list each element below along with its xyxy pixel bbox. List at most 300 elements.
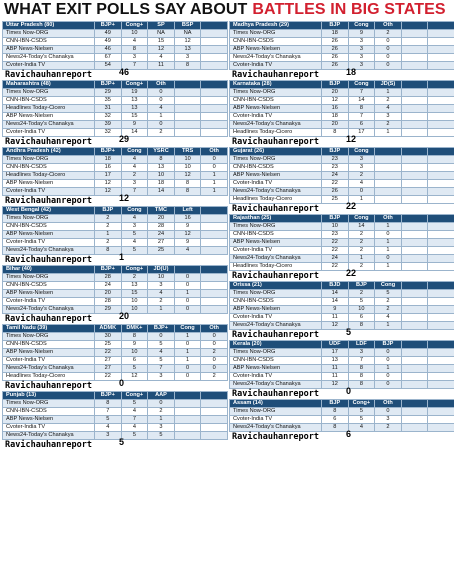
seat-value: 23: [322, 156, 349, 164]
seat-value: 15: [121, 113, 148, 121]
seat-value: [401, 156, 428, 164]
pollster-name: ABP News-Nielsen: [3, 416, 95, 424]
pollster-name: Times Now-ORG: [230, 408, 322, 416]
seat-value: 3: [121, 54, 148, 62]
right-column: [229, 21, 454, 442]
seat-value: 17: [322, 349, 349, 357]
pollster-name: CNN-IBN-CSDS: [230, 97, 322, 105]
state-name: West Bengal (42): [3, 207, 95, 215]
watermark: Ravichauhanreport: [232, 271, 319, 281]
seat-value: 24: [95, 282, 122, 290]
seat-value: 4: [148, 290, 175, 298]
seat-value: 3: [348, 54, 375, 62]
column-header: [401, 81, 428, 89]
seat-value: [375, 172, 402, 180]
table-row: [230, 349, 454, 357]
seat-value: 24: [322, 172, 349, 180]
seat-value: [428, 89, 454, 97]
seat-value: 0: [148, 121, 175, 129]
seat-value: [428, 121, 454, 129]
seat-value: 4: [95, 424, 122, 432]
watermark-note: [2, 437, 227, 450]
seat-value: 20: [95, 290, 122, 298]
seat-value: 1: [348, 255, 375, 263]
table-header-row: [3, 22, 228, 30]
seat-value: 8: [348, 105, 375, 113]
seat-value: 16: [174, 215, 201, 223]
seat-value: NA: [174, 30, 201, 38]
pollster-name: News24-Today's Chanakya: [3, 247, 95, 255]
seat-value: 8: [95, 400, 122, 408]
column-header: Oth: [201, 325, 228, 333]
seat-value: [201, 62, 228, 70]
seat-value: 22: [322, 239, 349, 247]
left-column: [2, 21, 227, 450]
table-row: [230, 164, 454, 172]
seat-value: 12: [322, 381, 349, 389]
table-row: [3, 357, 228, 365]
pollster-name: ABP News-Nielsen: [230, 306, 322, 314]
column-header: [428, 22, 454, 30]
seat-value: [201, 231, 228, 239]
pollster-name: Cvoter-India TV: [3, 298, 95, 306]
state-name: Rajasthan (25): [230, 215, 322, 223]
seat-value: 16: [95, 164, 122, 172]
seat-value: 4: [375, 314, 402, 322]
table-row: [3, 46, 228, 54]
seat-value: [428, 97, 454, 105]
poll-table-punjab: [2, 391, 227, 450]
column-header: Oth: [201, 148, 228, 156]
pollster-name: CNN-IBN-CSDS: [3, 282, 95, 290]
seat-value: NA: [148, 30, 175, 38]
seat-value: [428, 164, 454, 172]
table-header-row: [3, 207, 228, 215]
seat-value: 35: [95, 97, 122, 105]
seat-value: 2: [348, 172, 375, 180]
seat-value: 5: [375, 290, 402, 298]
seat-value: [401, 38, 428, 46]
seat-value: 8: [174, 180, 201, 188]
seat-value: 11: [322, 365, 349, 373]
seat-value: [201, 290, 228, 298]
pollster-name: Cvoter-India TV: [230, 314, 322, 322]
seat-value: 17: [348, 129, 375, 137]
seat-value: 1: [375, 129, 402, 137]
seat-value: 49: [95, 30, 122, 38]
seat-value: [201, 239, 228, 247]
seat-value: [201, 121, 228, 129]
seat-value: [428, 196, 454, 204]
poll-table-andhra-pradesh: [2, 147, 227, 206]
pollster-name: ABP News-Nielsen: [230, 239, 322, 247]
pollster-name: ABP News-Nielsen: [3, 290, 95, 298]
table-row: [230, 239, 454, 247]
seat-value: 23: [322, 231, 349, 239]
seat-value: [428, 54, 454, 62]
table-row: [3, 349, 228, 357]
table-row: [3, 113, 228, 121]
column-header: Cong: [121, 148, 148, 156]
column-header: [375, 148, 402, 156]
state-name: Uttar Pradesh (80): [3, 22, 95, 30]
seat-value: 26: [322, 46, 349, 54]
seat-value: 7: [121, 62, 148, 70]
pollster-name: News24-Today's Chanakya: [230, 188, 322, 196]
handwritten-number: 18: [346, 67, 357, 77]
seat-value: [428, 46, 454, 54]
poll-table-kerala: [229, 340, 454, 399]
seat-value: 4: [121, 215, 148, 223]
seat-value: 6: [348, 314, 375, 322]
seat-value: 8: [148, 156, 175, 164]
seat-value: 5: [148, 357, 175, 365]
seat-value: [401, 121, 428, 129]
seat-value: 1: [201, 172, 228, 180]
poll-table: [229, 281, 454, 330]
poll-table-gujarat: [229, 147, 454, 214]
seat-value: 4: [348, 180, 375, 188]
seat-value: 13: [148, 164, 175, 172]
pollster-name: Headlines Today-Cicero: [230, 263, 322, 271]
handwritten-number: 46: [119, 67, 130, 77]
seat-value: [401, 255, 428, 263]
seat-value: [401, 46, 428, 54]
seat-value: [174, 416, 201, 424]
seat-value: 26: [322, 62, 349, 70]
column-header: Oth: [375, 215, 402, 223]
pollster-name: CNN-IBN-CSDS: [3, 38, 95, 46]
seat-value: [375, 164, 402, 172]
table-header-row: [230, 81, 454, 89]
table-row: [230, 365, 454, 373]
seat-value: [401, 424, 428, 432]
column-header: Oth: [375, 400, 402, 408]
watermark-note: [229, 386, 454, 399]
seat-value: 6: [322, 416, 349, 424]
seat-value: 0: [375, 38, 402, 46]
column-header: Cong: [348, 148, 375, 156]
seat-value: [174, 424, 201, 432]
pollster-name: Times Now-ORG: [3, 274, 95, 282]
seat-value: 30: [95, 333, 122, 341]
table-header-row: [230, 22, 454, 30]
watermark: Ravichauhanreport: [5, 440, 92, 450]
pollster-name: Headlines Today-Cicero: [230, 196, 322, 204]
seat-value: 11: [322, 314, 349, 322]
watermark-note: [229, 67, 454, 80]
table-header-row: [230, 282, 454, 290]
column-header: JD(U): [148, 266, 175, 274]
pollster-name: Times Now-ORG: [3, 89, 95, 97]
column-header: [201, 207, 228, 215]
seat-value: 1: [174, 290, 201, 298]
seat-value: 8: [348, 373, 375, 381]
column-header: BJP+: [95, 148, 122, 156]
seat-value: 2: [348, 247, 375, 255]
pollster-name: Times Now-ORG: [3, 30, 95, 38]
seat-value: 1: [95, 231, 122, 239]
column-header: BJD: [322, 282, 349, 290]
seat-value: 1: [174, 349, 201, 357]
seat-value: [201, 223, 228, 231]
seat-value: 12: [148, 46, 175, 54]
seat-value: [401, 314, 428, 322]
seat-value: 12: [322, 97, 349, 105]
table-row: [3, 156, 228, 164]
seat-value: [401, 196, 428, 204]
seat-value: [428, 62, 454, 70]
seat-value: 1: [375, 365, 402, 373]
pollster-name: CNN-IBN-CSDS: [230, 357, 322, 365]
seat-value: 28: [95, 298, 122, 306]
poll-table: [229, 147, 454, 204]
column-header: [401, 400, 428, 408]
column-header: [428, 400, 454, 408]
watermark: Ravichauhanreport: [5, 381, 92, 391]
column-header: [401, 22, 428, 30]
seat-value: 1: [148, 113, 175, 121]
pollster-name: News24-Today's Chanakya: [230, 121, 322, 129]
column-header: [201, 81, 228, 89]
pollster-name: News24-Today's Chanakya: [3, 306, 95, 314]
seat-value: 10: [121, 298, 148, 306]
watermark-note: [229, 327, 454, 340]
seat-value: 1: [174, 357, 201, 365]
seat-value: 1: [375, 89, 402, 97]
pollster-name: Cvoter-India TV: [3, 239, 95, 247]
column-header: [201, 266, 228, 274]
seat-value: 26: [322, 188, 349, 196]
seat-value: 2: [95, 223, 122, 231]
column-header: Cong+: [348, 400, 375, 408]
seat-value: [174, 97, 201, 105]
state-name: Kerala (20): [230, 341, 322, 349]
seat-value: 7: [148, 365, 175, 373]
seat-value: [174, 121, 201, 129]
column-header: BJP+: [95, 392, 122, 400]
seat-value: [174, 113, 201, 121]
poll-table: [229, 340, 454, 389]
seat-value: [428, 381, 454, 389]
handwritten-number: 12: [119, 193, 130, 203]
seat-value: 0: [375, 349, 402, 357]
watermark: Ravichauhanreport: [232, 432, 319, 442]
table-row: [3, 416, 228, 424]
watermark-note: [229, 268, 454, 281]
poll-table: [229, 80, 454, 137]
seat-value: 10: [322, 223, 349, 231]
seat-value: 1: [375, 322, 402, 330]
pollster-name: Cvoter-India TV: [3, 424, 95, 432]
watermark: Ravichauhanreport: [232, 389, 319, 399]
column-header: Cong+: [121, 392, 148, 400]
seat-value: [201, 215, 228, 223]
seat-value: 12: [322, 322, 349, 330]
column-header: BJP: [322, 148, 349, 156]
seat-value: 25: [322, 196, 349, 204]
seat-value: [401, 172, 428, 180]
seat-value: [401, 180, 428, 188]
seat-value: 14: [322, 298, 349, 306]
pollster-name: Cvoter-India TV: [3, 357, 95, 365]
seat-value: 2: [375, 424, 402, 432]
seat-value: [375, 196, 402, 204]
watermark-note: [2, 378, 227, 391]
pollster-name: Cvoter-India TV: [230, 113, 322, 121]
pollster-name: CNN-IBN-CSDS: [3, 408, 95, 416]
seat-value: [428, 231, 454, 239]
seat-value: 3: [148, 424, 175, 432]
table-row: [3, 105, 228, 113]
seat-value: 12: [95, 180, 122, 188]
state-name: Gujarat (26): [230, 148, 322, 156]
seat-value: [401, 188, 428, 196]
seat-value: 4: [148, 54, 175, 62]
watermark-note: [2, 311, 227, 324]
column-header: BJP+: [95, 81, 122, 89]
pollster-name: CNN-IBN-CSDS: [3, 341, 95, 349]
pollster-name: News24-Today's Chanakya: [3, 54, 95, 62]
table-row: [3, 274, 228, 282]
state-name: Karnataka (28): [230, 81, 322, 89]
seat-value: 14: [322, 290, 349, 298]
seat-value: 2: [201, 373, 228, 381]
state-name: Andhra Pradesh (42): [3, 148, 95, 156]
seat-value: 13: [121, 97, 148, 105]
seat-value: [201, 408, 228, 416]
state-name: Maharashtra (48): [3, 81, 95, 89]
seat-value: 9: [174, 223, 201, 231]
seat-value: 14: [348, 97, 375, 105]
state-name: Assam (14): [230, 400, 322, 408]
handwritten-number: 1: [119, 252, 125, 262]
seat-value: 15: [121, 290, 148, 298]
poll-table: [229, 214, 454, 271]
table-row: [3, 188, 228, 196]
state-name: Bihar (40): [3, 266, 95, 274]
seat-value: 9: [322, 306, 349, 314]
seat-value: 0: [174, 341, 201, 349]
seat-value: [428, 424, 454, 432]
pollster-name: ABP News-Nielsen: [230, 365, 322, 373]
table-row: [230, 46, 454, 54]
seat-value: [428, 247, 454, 255]
seat-value: 9: [348, 30, 375, 38]
column-header: [401, 282, 428, 290]
table-row: [230, 105, 454, 113]
seat-value: 8: [121, 333, 148, 341]
watermark-note: [2, 193, 227, 206]
column-header: TMC: [148, 207, 175, 215]
column-header: [174, 266, 201, 274]
seat-value: [428, 188, 454, 196]
seat-value: 0: [148, 97, 175, 105]
seat-value: 27: [148, 239, 175, 247]
pollster-name: ABP News-Nielsen: [3, 46, 95, 54]
table-row: [3, 38, 228, 46]
pollster-name: CNN-IBN-CSDS: [3, 223, 95, 231]
state-name: Madhya Pradesh (29): [230, 22, 322, 30]
poll-table-orissa: [229, 281, 454, 340]
seat-value: 0: [375, 357, 402, 365]
watermark: Ravichauhanreport: [5, 255, 92, 265]
handwritten-number: 6: [346, 429, 352, 439]
column-header: [428, 341, 454, 349]
seat-value: [401, 113, 428, 121]
seat-value: 6: [121, 357, 148, 365]
seat-value: 22: [322, 247, 349, 255]
table-row: [230, 62, 454, 70]
pollster-name: News24-Today's Chanakya: [230, 255, 322, 263]
pollster-name: Times Now-ORG: [3, 400, 95, 408]
seat-value: 0: [201, 156, 228, 164]
column-header: [174, 392, 201, 400]
poll-table-tamil-nadu: [2, 324, 227, 391]
seat-value: 4: [121, 424, 148, 432]
pollster-name: ABP News-Nielsen: [3, 349, 95, 357]
column-header: [401, 148, 428, 156]
poll-table-rajasthan: [229, 214, 454, 281]
table-row: [3, 306, 228, 314]
poll-table: [2, 391, 228, 440]
seat-value: [401, 30, 428, 38]
pollster-name: ABP News-Nielsen: [3, 113, 95, 121]
column-header: Cong: [375, 282, 402, 290]
table-row: [230, 156, 454, 164]
seat-value: 8: [121, 46, 148, 54]
pollster-name: News24-Today's Chanakya: [3, 121, 95, 129]
pollster-name: CNN-IBN-CSDS: [230, 298, 322, 306]
seat-value: 1: [348, 196, 375, 204]
seat-value: [428, 180, 454, 188]
seat-value: 2: [348, 290, 375, 298]
column-header: BJP+: [95, 266, 122, 274]
seat-value: 17: [95, 172, 122, 180]
seat-value: 2: [95, 215, 122, 223]
seat-value: [201, 89, 228, 97]
seat-value: 4: [174, 247, 201, 255]
column-header: Cong+: [121, 81, 148, 89]
seat-value: 3: [121, 223, 148, 231]
seat-value: 12: [95, 188, 122, 196]
seat-value: 10: [121, 30, 148, 38]
title-part-2: BATTLES IN BIG STATES: [252, 1, 446, 18]
seat-value: 0: [174, 298, 201, 306]
pollster-name: News24-Today's Chanakya: [230, 54, 322, 62]
seat-value: 0: [201, 357, 228, 365]
seat-value: 18: [322, 113, 349, 121]
seat-value: 4: [375, 105, 402, 113]
column-header: BJP+: [95, 22, 122, 30]
watermark: Ravichauhanreport: [232, 70, 319, 80]
seat-value: 0: [174, 274, 201, 282]
seat-value: 18: [95, 156, 122, 164]
column-header: BSP: [174, 22, 201, 30]
seat-value: 22: [322, 263, 349, 271]
seat-value: 14: [148, 188, 175, 196]
table-header-row: [230, 400, 454, 408]
table-row: [3, 282, 228, 290]
seat-value: 49: [95, 38, 122, 46]
seat-value: 20: [322, 121, 349, 129]
seat-value: 0: [174, 306, 201, 314]
column-header: [428, 148, 454, 156]
poll-table: [2, 80, 228, 137]
seat-value: 13: [322, 357, 349, 365]
seat-value: 1: [375, 223, 402, 231]
seat-value: [401, 290, 428, 298]
